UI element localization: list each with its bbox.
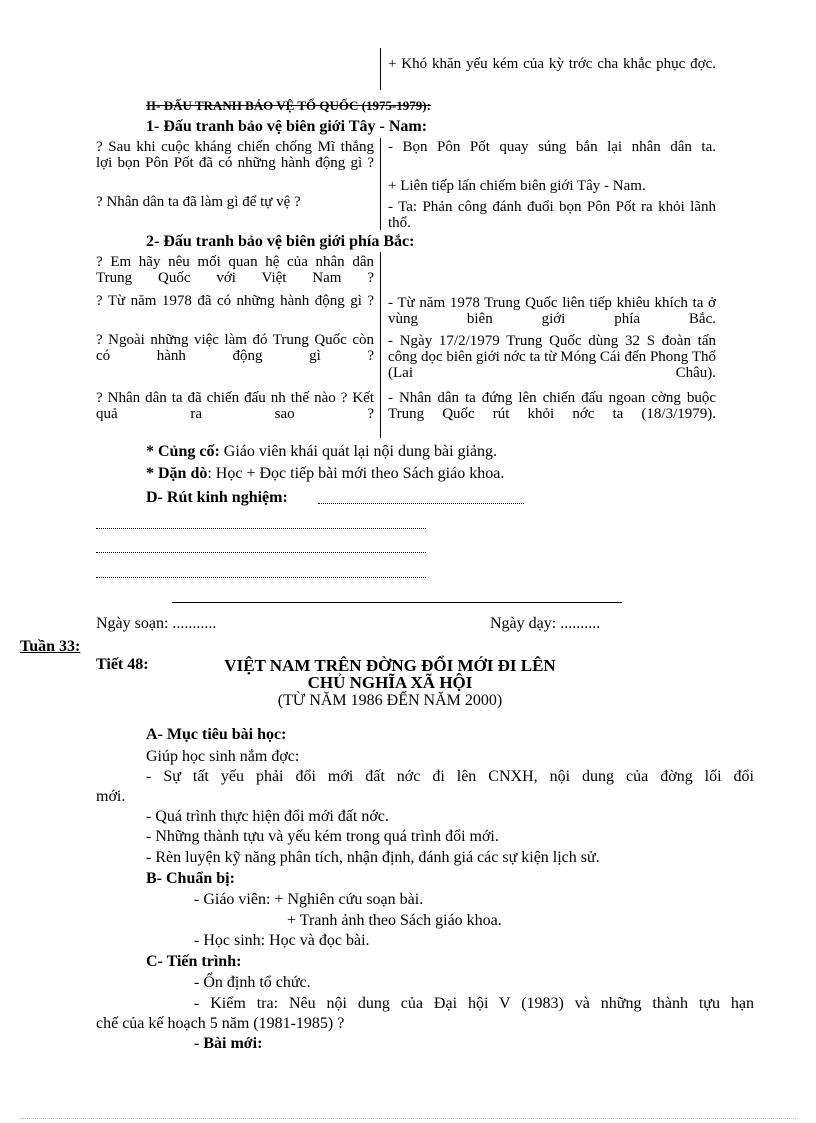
lesson-title-line-1: VIỆT NAM TRÊN ĐỜNG ĐỔI MỚI ĐI LÊN bbox=[224, 656, 556, 675]
b-item-3: - Học sinh: Học và đọc bài. bbox=[194, 932, 370, 949]
table-divider-part2 bbox=[380, 252, 381, 438]
c-item-1: - Ổn định tổ chức. bbox=[194, 974, 311, 991]
notes-dotted-line-3 bbox=[96, 576, 426, 578]
part2-question-4: ? Nhân dân ta đã chiến đấu nh thế nào ? Kết quả ra sao ? bbox=[96, 390, 374, 422]
rut-kinh-nghiem-label: D- Rút kinh nghiệm: bbox=[146, 489, 288, 506]
a-item-3: - Những thành tựu và yếu kém trong quá trình đổi mới. bbox=[146, 828, 499, 845]
tiet-label: Tiết 48: bbox=[96, 656, 149, 673]
notes-dotted-line-2 bbox=[96, 551, 426, 553]
c-item-2-line-1: - Kiểm tra: Nêu nội dung của Đại hội V (1983) và những thành tựu hạn bbox=[194, 995, 754, 1012]
b-item-2: + Tranh ảnh theo Sách giáo khoa. bbox=[287, 912, 502, 929]
a-heading: A- Mục tiêu bài học: bbox=[146, 726, 287, 743]
top-right-cell: + Khó khăn yếu kém của kỳ trớc cha khắc phục đợc. bbox=[388, 56, 716, 72]
page-footer-border bbox=[20, 1118, 796, 1119]
a-item-2: - Quá trình thực hiện đổi mới đất nớc. bbox=[146, 808, 389, 825]
table-divider-part1 bbox=[380, 138, 381, 230]
cung-co-text: Giáo viên khái quát lại nội dung bài giảng. bbox=[219, 443, 498, 460]
dan-do-line bbox=[146, 466, 504, 482]
rut-kinh-nghiem-dots bbox=[318, 503, 524, 504]
c-heading: C- Tiến trình: bbox=[146, 953, 242, 970]
a-intro: Giúp học sinh nắm đợc: bbox=[146, 748, 300, 765]
a-item-1-line-2: mới. bbox=[96, 788, 126, 805]
lesson-title-line-3: (TỪ NĂM 1986 ĐẾN NĂM 2000) bbox=[277, 692, 503, 709]
tuan-label: Tuần 33: bbox=[20, 638, 81, 655]
c-item-2-line-2: chế của kế hoạch 5 năm (1981-1985) ? bbox=[96, 1015, 345, 1032]
part2-answer-3: - Ngày 17/2/1979 Trung Quốc dùng 32 S đoàn tấn công dọc biên giới nớc ta từ Móng Cái đến Phong Thổ (Lai Châu). bbox=[388, 333, 716, 381]
c-item-3: - Bài mới: bbox=[194, 1035, 263, 1052]
cung-co-line bbox=[146, 444, 497, 460]
a-item-1-line-1: - Sự tất yếu phải đổi mới đất nớc đi lên CNXH, nội dung của đờng lối đổi bbox=[146, 768, 754, 785]
dan-do-label: * Dặn dò bbox=[146, 465, 208, 482]
notes-dotted-line-1 bbox=[96, 527, 426, 529]
part1-answer-3: - Ta: Phản công đánh đuổi bọn Pôn Pốt ra khỏi lãnh thổ. bbox=[388, 199, 716, 231]
part1-heading: 1- Đấu tranh bảo vệ biên giới Tây - Nam: bbox=[146, 118, 428, 135]
part2-question-1: ? Em hãy nêu mối quan hệ của nhân dân Trung Quốc với Việt Nam ? bbox=[96, 254, 374, 286]
part2-answer-2: - Từ năm 1978 Trung Quốc liên tiếp khiêu khích ta ở vùng biên giới phía Bắc. bbox=[388, 295, 716, 327]
part1-answer-2: + Liên tiếp lấn chiếm biên giới Tây - Nam. bbox=[388, 178, 646, 194]
part1-question-1: ? Sau khi cuộc kháng chiến chống Mĩ thắng lợi bọn Pôn Pốt đã có những hành động gì ? bbox=[96, 139, 374, 171]
b-item-1: - Giáo viên: + Nghiên cứu soạn bài. bbox=[194, 891, 424, 908]
part2-question-3: ? Ngoài những việc làm đó Trung Quốc còn có hành động gì ? bbox=[96, 332, 374, 364]
table-divider-top bbox=[380, 48, 381, 90]
dan-do-text: : Học + Đọc tiếp bài mới theo Sách giáo khoa. bbox=[207, 465, 505, 482]
part2-answer-4: - Nhân dân ta đứng lên chiến đấu ngoan cờng buộc Trung Quốc rút khỏi nớc ta (18/3/1979). bbox=[388, 390, 716, 422]
part2-question-2: ? Từ năm 1978 đã có những hành động gì ? bbox=[96, 293, 374, 309]
b-heading: B- Chuẩn bị: bbox=[146, 870, 235, 887]
lesson-title-line-2: CHỦ NGHĨA XÃ HỘI bbox=[307, 673, 473, 692]
cung-co-label: * Củng cố: bbox=[146, 443, 220, 460]
a-item-4: - Rèn luyện kỹ năng phân tích, nhận định, đánh giá các sự kiện lịch sử. bbox=[146, 849, 600, 866]
section2-heading: II- ĐẤU TRANH BẢO VỆ TỔ QUỐC (1975-1979): bbox=[146, 98, 431, 113]
separator-line bbox=[172, 602, 622, 603]
part1-answer-1: - Bọn Pôn Pốt quay súng bắn lại nhân dân ta. bbox=[388, 139, 716, 155]
ngay-soan: Ngày soạn: ........... bbox=[96, 615, 217, 632]
part2-heading: 2- Đấu tranh bảo vệ biên giới phía Bắc: bbox=[146, 233, 415, 250]
part1-question-2: ? Nhân dân ta đã làm gì để tự vệ ? bbox=[96, 194, 301, 210]
ngay-day: Ngày dạy: .......... bbox=[490, 615, 601, 632]
